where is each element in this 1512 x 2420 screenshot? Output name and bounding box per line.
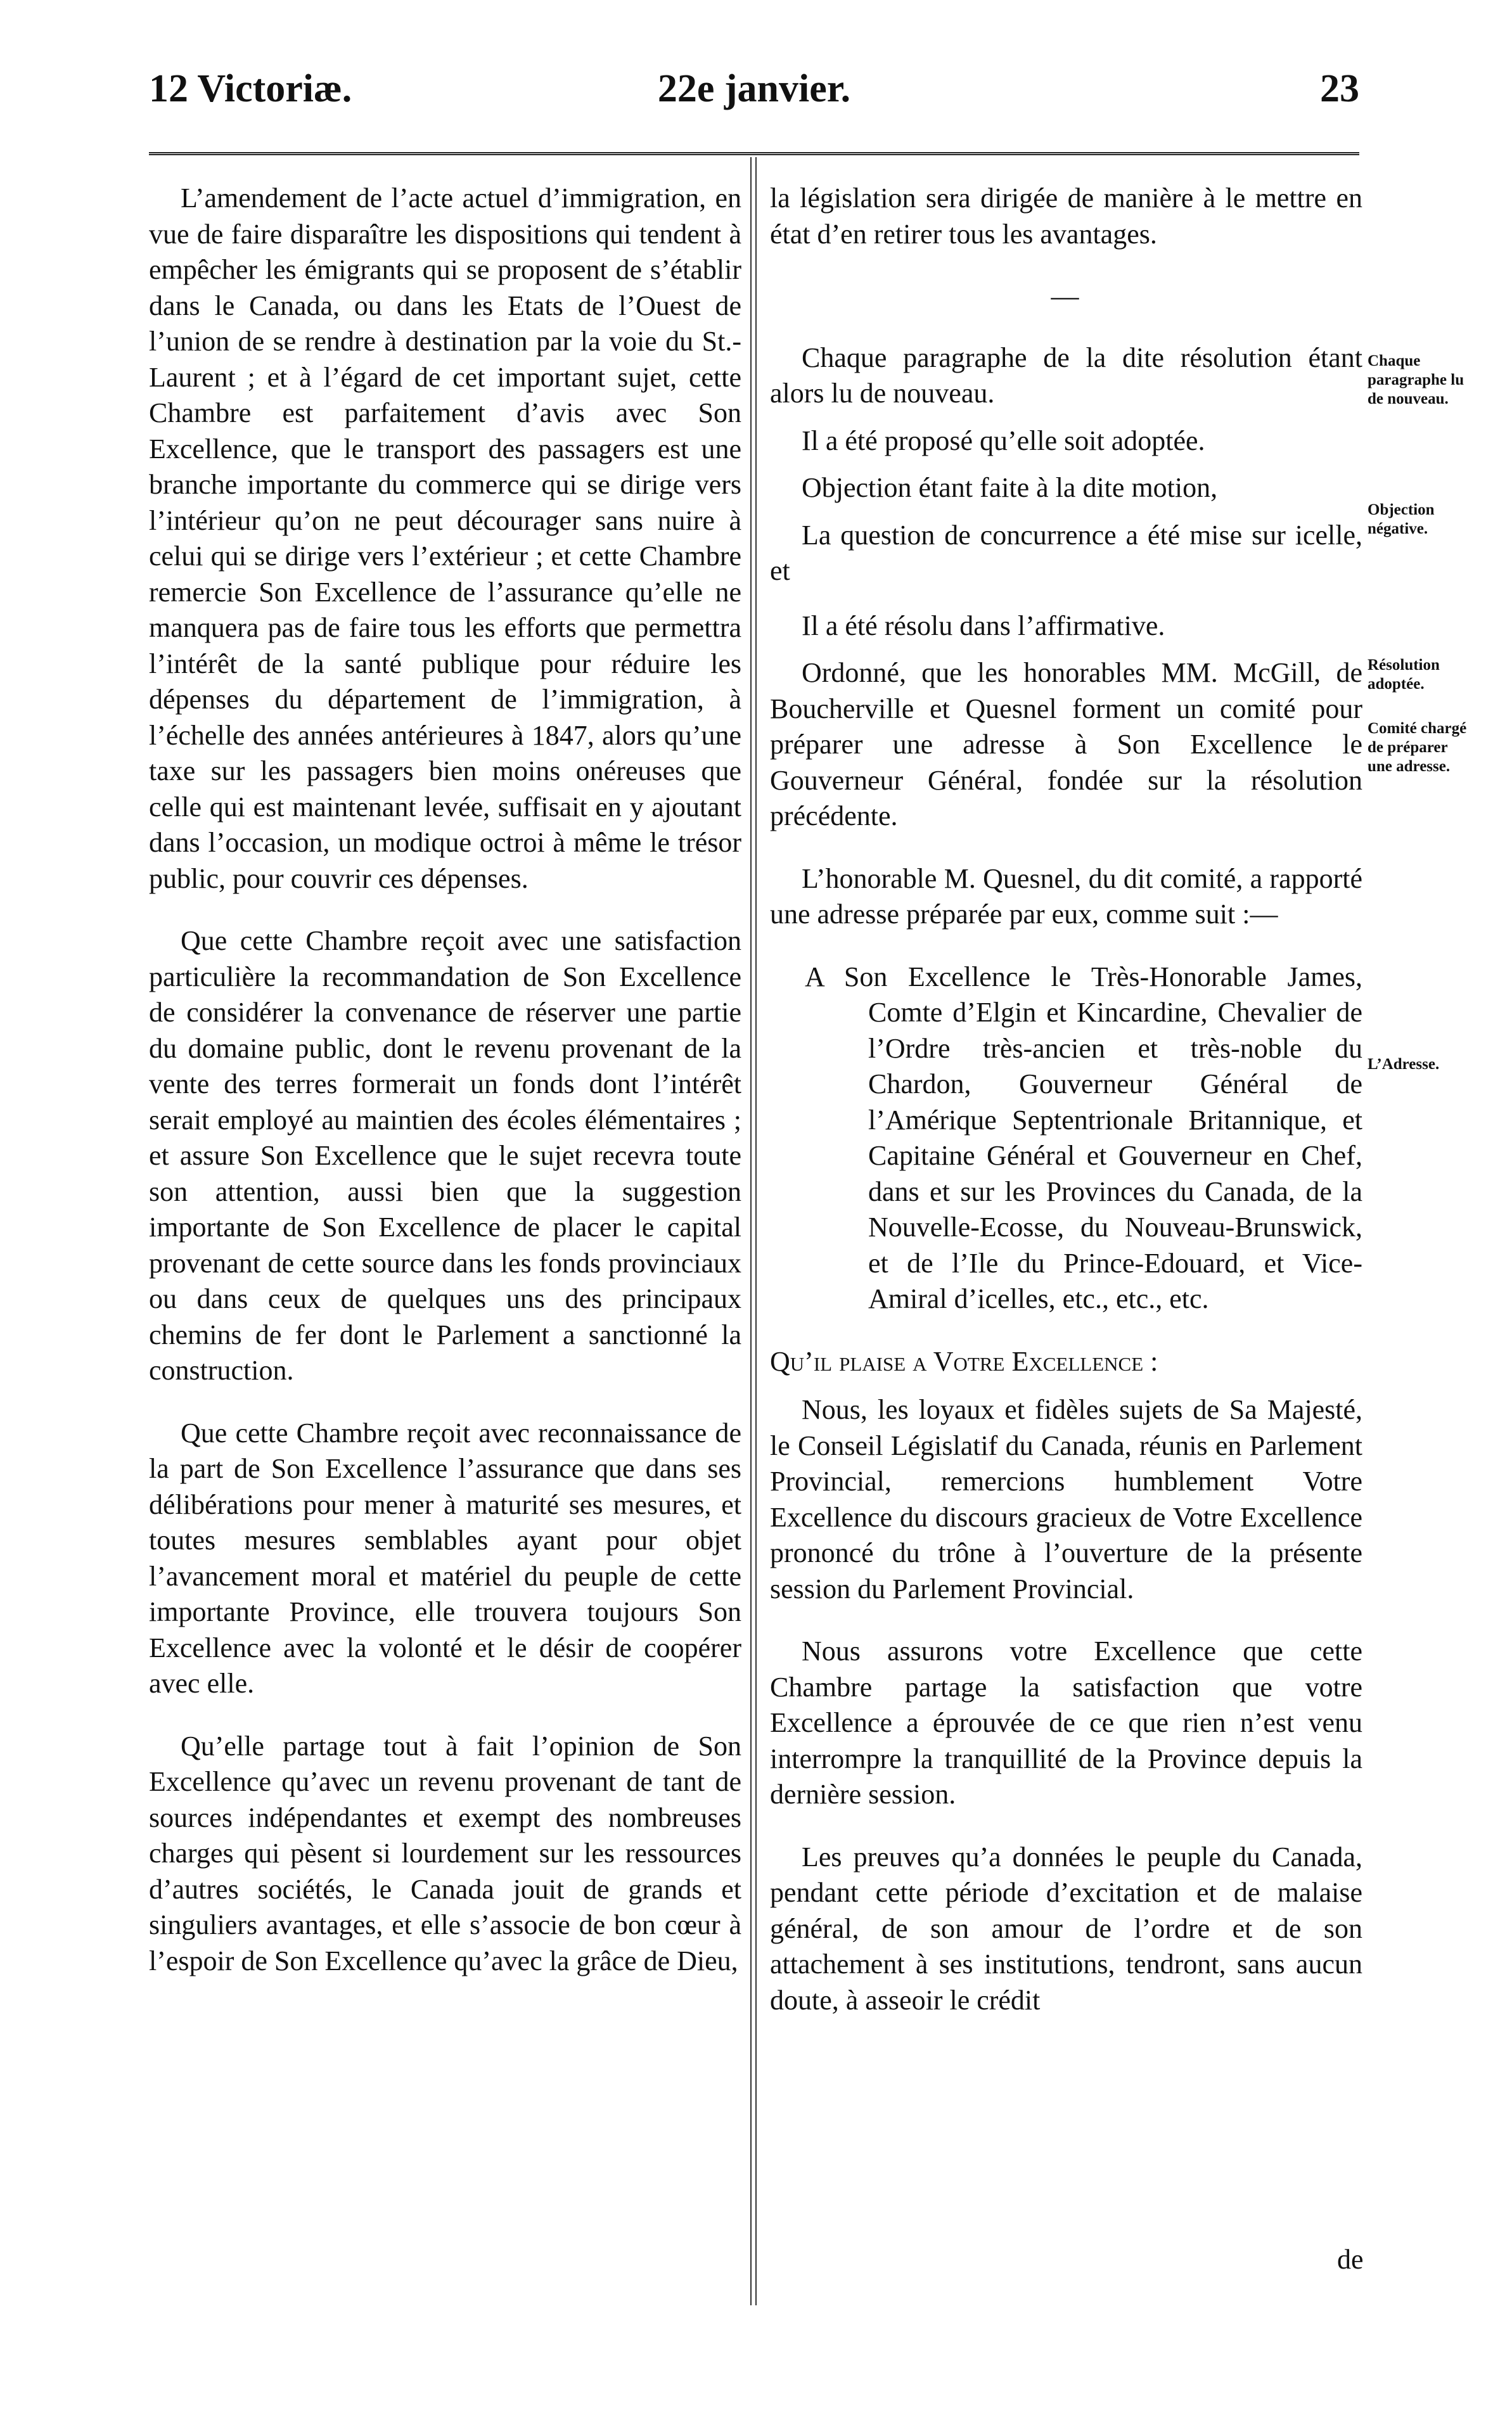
address-heading: Qu’il plaise a Votre Excellence :: [770, 1345, 1158, 1377]
left-column: [149, 181, 741, 2006]
right-column: [770, 181, 1362, 2045]
paragraph-tranquillity: Nous assurons votre Excellence que cette Chambre partage la satisfaction que votre Excellence a éprouvée de ce que rien n’est venu interrompre la tranquillité de la Province depuis la dernière session.: [770, 1636, 1362, 1810]
page-number: 23: [1320, 67, 1359, 110]
side-note-address: L’Adresse.: [1368, 1056, 1440, 1073]
header-rule: [149, 152, 1359, 155]
paragraph-committee: Ordonné, que les honorables MM. McGill, de Boucherville et Quesnel forment un comité pour préparer une adresse à Son Excellence le Gouverneur Général, fondée sur la résolution précédente.: [770, 657, 1362, 831]
paragraph-report: L’honorable M. Quesnel, du dit comité, a rapporté une adresse préparée par eux, comme suit :—: [770, 862, 1362, 930]
paragraph-public-domain: Que cette Chambre reçoit avec une satisfaction particulière la recommandation de Son Excellence de considérer la convenance de réserver une partie du domaine public, dont le revenu provenant de la vente des terres formerait un fonds dont l’intérêt serait employé au maintien des écoles élémentaires ; et assure Son Excellence que le sujet recevra toute son attention, aussi bien que la suggestion importante de Son Excellence de placer le capital provenant de cette source dans les fonds provinciaux ou dans ceux de quelques uns des principaux chemins de fer dont le Parlement a sanctionné la construction.: [149, 925, 741, 1386]
paragraph-question: La question de concurrence a été mise sur icelle, et: [770, 519, 1362, 586]
header-left: 12 Victoriæ.: [149, 67, 352, 110]
header-date: 22e janvier.: [657, 67, 851, 110]
address-salutation: A Son Excellence le Très-Honorable James, Comte d’Elgin et Kincardine, Chevalier de l’Ordre très-ancien et très-noble du Chardon, Gouverneur Général de l’Amérique Septentrionale Britannique, et Capitaine Général et Gouverneur en Chef, dans et sur les Provinces du Canada, de la Nouvelle-Ecosse, du Nouveau-Brunswick, et de l’Ile du Prince-Edouard, et Vice-Amiral d’icelles, etc., etc., etc.: [805, 961, 1362, 1314]
paragraph-reading: Chaque paragraphe de la dite résolution étant alors lu de nouveau.: [770, 342, 1362, 409]
side-note-resolution: Résolution adoptée.: [1368, 656, 1440, 693]
paragraph-continuation: la législation sera dirigée de manière à le mettre en état d’en retirer tous les avantages.: [770, 182, 1362, 250]
paragraph-proofs: Les preuves qu’a données le peuple du Canada, pendant cette période d’excitation et de malaise général, de son amour de l’ordre et de son attachement à ses institutions, tendront, sans aucun doute, à asseoir le crédit: [770, 1841, 1362, 2016]
catchword: de: [1337, 2244, 1364, 2275]
paragraph-thanks: Nous, les loyaux et fidèles sujets de Sa Majesté, le Conseil Législatif du Canada, réunis en Parlement Provincial, remercions humblement Votre Excellence du discours gracieux de Votre Excellence prononcé du trône à l’ouverture de la présente session du Parlement Provincial.: [770, 1394, 1362, 1604]
separator-dash: —: [1051, 281, 1082, 312]
paragraph-proposed: Il a été proposé qu’elle soit adoptée.: [802, 425, 1205, 456]
side-note-reading: Chaque paragraphe lu de nouveau.: [1368, 352, 1464, 407]
side-note-objection: Objection négative.: [1368, 501, 1435, 537]
column-divider: [750, 157, 757, 2305]
paragraph-objection: Objection étant faite à la dite motion,: [802, 472, 1218, 503]
side-note-committee: Comité chargé de préparer une adresse.: [1368, 720, 1467, 775]
paragraph-revenue: Qu’elle partage tout à fait l’opinion de Son Excellence qu’avec un revenu provenant de tant de sources indépendantes et exempt des nombreuses charges qui pèsent si lourdement sur les ressources d’autres sociétés, le Canada jouit de grands et singuliers avantages, et elle s’associe de bon cœur à l’espoir de Son Excellence qu’avec la grâce de Dieu,: [149, 1730, 741, 1976]
paragraph-resolved: Il a été résolu dans l’affirmative.: [802, 610, 1165, 641]
paragraph-cooperation: Que cette Chambre reçoit avec reconnaissance de la part de Son Excellence l’assurance que dans ses délibérations pour mener à maturité ses mesures, et toutes mesures semblables ayant pour objet l’avancement moral et matériel du peuple de cette importante Province, elle trouvera toujours Son Excellence avec la volonté et le désir de coopérer avec elle.: [149, 1417, 741, 1699]
paragraph-immigration: L’amendement de l’acte actuel d’immigration, en vue de faire disparaître les dispositions qui tendent à empêcher les émigrants qui se proposent de s’établir dans le Canada, ou dans les Etats de l’Ouest de l’union de se rendre à destination par la voie du St.-Laurent ; et à l’égard de cet important sujet, cette Chambre est parfaitement d’avis avec Son Excellence, que le transport des passagers est une branche importante du commerce qui se dirige vers l’intérieur qu’on ne peut décourager sans nuire à celui qui se dirige vers l’extérieur ; et cette Chambre remercie Son Excellence de l’assurance qu’elle ne manquera pas de faire tous les efforts que permettra l’intérêt de la santé publique pour réduire les dépenses du département de l’immigration, à l’échelle des années antérieures à 1847, alors qu’une taxe sur les passagers bien moins onéreuses que celle qui est maintenant levée, suffisait en y ajoutant dans l’occasion, un modique octroi à même le trésor public, pour couvrir ces dépenses.: [149, 182, 741, 894]
page-header: [149, 54, 1359, 124]
